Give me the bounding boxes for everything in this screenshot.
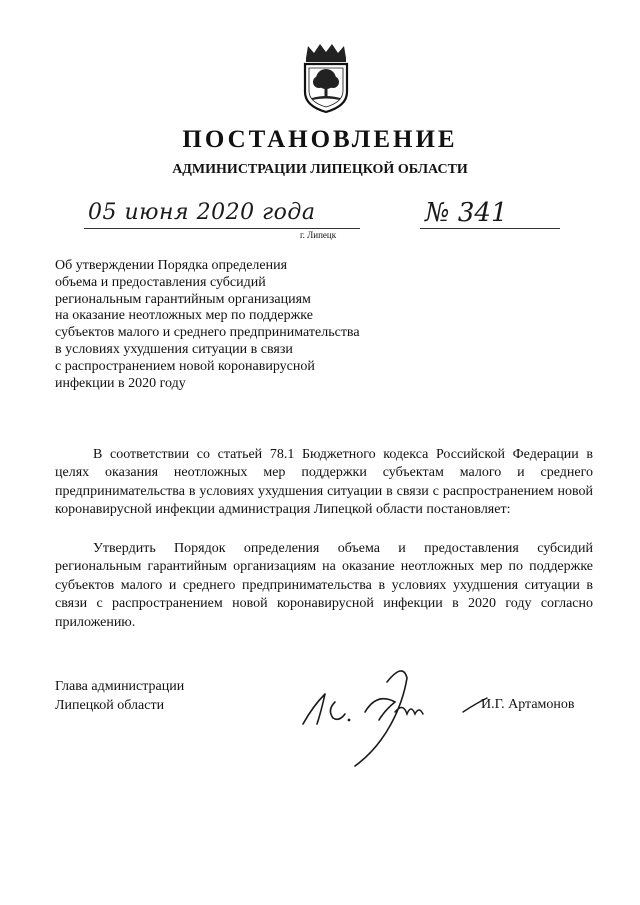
document-topic [55,258,415,392]
signatory-name: И.Г. Артамонов [481,697,575,712]
signatory-position [55,678,184,715]
topic-line: субъектов малого и среднего предпринимательства [55,325,360,341]
position-line: Глава администрации [55,679,185,694]
topic-line: объема и предоставления субсидий [55,274,266,290]
topic-line: Об утверждении Порядка определения [55,258,288,273]
position-line: Липецкой области [55,697,165,713]
handwritten-date: 05 июня 2020 года [88,200,316,225]
document-subtitle: АДМИНИСТРАЦИИ ЛИПЕЦКОЙ ОБЛАСТИ [172,162,468,177]
body-paragraph-1: В соответствии со статьей 78.1 Бюджетного кодекса Российской Федерации в целях оказания неотложных мер поддержки субъектам малого и среднего предпринимательства в условиях ухудшения ситуации в связи с распространением новой коронавирусной инфекции администрация Липецкой области постановляет: [55,447,593,518]
topic-line: на оказание неотложных мер по поддержке [55,308,313,324]
coat-of-arms-icon [300,42,352,114]
handwritten-number: № 341 [425,198,508,228]
topic-line: инфекции в 2020 году [55,375,186,391]
topic-line: с распространением новой коронавирусной [55,358,315,374]
body-paragraph-2: Утвердить Порядок определения объема и предоставления субсидий региональным гарантийным организациям на оказание неотложных мер по поддержке субъектов малого и среднего предпринимательства в условиях ухудшения ситуации в связи с распространением новой коронавирусной инфекции в 2020 году согласно приложению. [55,541,593,630]
topic-line: региональным гарантийным организациям [55,291,311,307]
city-label: г. Липецк [300,230,337,240]
handwritten-signature-icon [295,662,505,772]
document-title: ПОСТАНОВЛЕНИЕ [182,126,458,153]
number-underline [420,228,560,229]
topic-line: в условиях ухудшения ситуации в связи [55,341,293,357]
date-underline [84,228,360,229]
